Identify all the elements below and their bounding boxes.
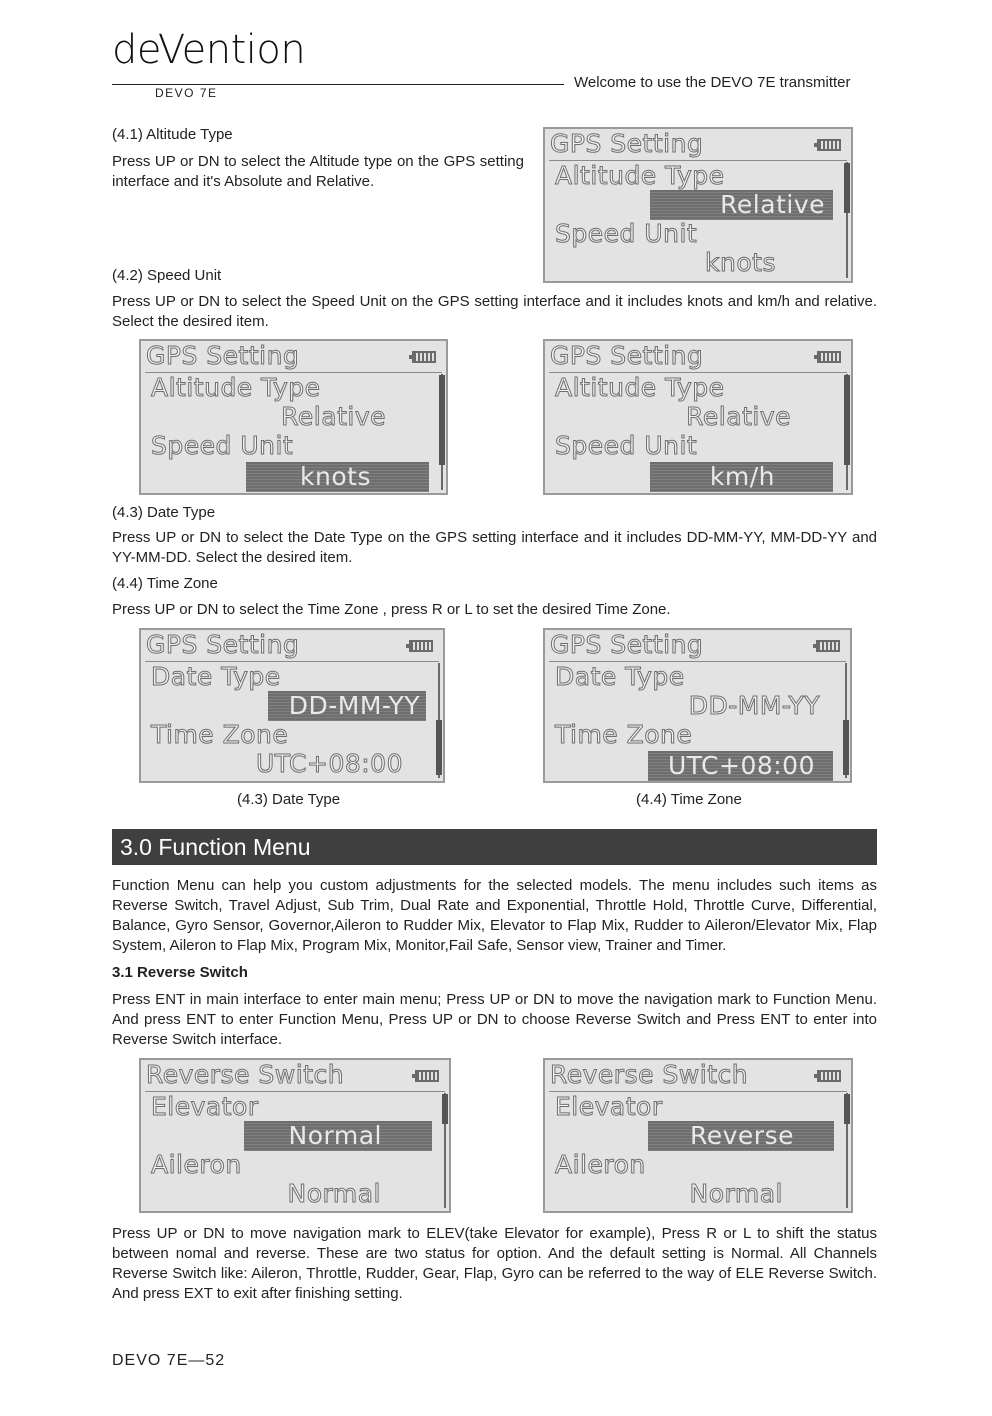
date-type-heading: (4.3) Date Type: [112, 504, 216, 521]
lcd-gps-date-type: GPS Setting Date Type DD-MM-YY Time Zone UTC+08:00: [139, 628, 445, 783]
lcd-altitude-label: Altitude Type: [555, 161, 725, 190]
speed-unit-heading: (4.2) Speed Unit: [112, 267, 222, 284]
battery-icon: [817, 351, 841, 363]
scroll-thumb: [436, 720, 442, 775]
lcd-selected-value: Reverse: [648, 1121, 834, 1151]
reverse-switch-text-2: Press UP or DN to move navigation mark to ELEV(take Elevator for example), Press R or L to shift the status between nomal and reverse. These are two status for option. And the default setting is Normal. All Channels Reverse Switch like: Aileron, Throttle, Rudder, Gear, Flap, Gyro can be referred to the way of ELE Reverse Switch. And press EXT to exit after finishing setting.: [112, 1225, 877, 1302]
header-welcome: Welcome to use the DEVO 7E transmitter: [574, 74, 851, 91]
lcd-selected-value: knots: [246, 462, 429, 492]
lcd-selected-value: Normal: [244, 1121, 432, 1151]
battery-icon: [409, 640, 433, 652]
lcd-gps-speed-knots: GPS Setting Altitude Type Relative Speed Unit knots: [139, 339, 448, 495]
page-footer: DEVO 7E—52: [112, 1352, 226, 1369]
header-rule: [112, 84, 564, 85]
lcd-reverse-reverse: Reverse Switch Elevator Reverse Aileron Normal: [543, 1058, 853, 1213]
lcd-reverse-normal: Reverse Switch Elevator Normal Aileron Normal: [139, 1058, 451, 1213]
caption-time-zone: (4.4) Time Zone: [636, 791, 742, 808]
lcd-title: GPS Setting: [550, 129, 704, 158]
section-title: 3.0 Function Menu: [120, 834, 311, 860]
scroll-thumb: [843, 720, 849, 775]
speed-unit-text: Press UP or DN to select the Speed Unit on the GPS setting interface and it includes knots and km/h and relative. Select the desired item.: [112, 293, 877, 330]
altitude-type-heading: (4.1) Altitude Type: [112, 126, 233, 143]
brand-logo: deVention: [112, 27, 306, 73]
battery-icon: [816, 640, 840, 652]
caption-date-type: (4.3) Date Type: [237, 791, 341, 808]
scroll-thumb: [439, 375, 445, 465]
lcd-gps-time-zone: GPS Setting Date Type DD-MM-YY Time Zone UTC+08:00: [543, 628, 852, 783]
reverse-switch-heading: 3.1 Reverse Switch: [112, 964, 248, 981]
brand-model: DEVO 7E: [155, 86, 218, 100]
lcd-gps-altitude-relative: [543, 127, 853, 283]
lcd-selected-value: Relative: [650, 190, 833, 220]
lcd-gps-speed-kmh: GPS Setting Altitude Type Relative Speed Unit km/h: [543, 339, 853, 495]
battery-icon: [415, 1070, 439, 1082]
scroll-thumb: [844, 163, 850, 213]
scroll-thumb: [442, 1094, 448, 1124]
scroll-thumb: [844, 375, 850, 465]
altitude-type-text: Press UP or DN to select the Altitude type on the GPS setting interface and it's Absolute and Relative.: [112, 153, 524, 190]
lcd-selected-value: UTC+08:00: [648, 751, 833, 781]
section-header-bar: [112, 829, 877, 865]
scroll-thumb: [844, 1094, 850, 1124]
function-menu-text: Function Menu can help you custom adjustments for the selected models. The menu includes such items as Reverse Switch, Travel Adjust, Sub Trim, Dual Rate and Exponential, Throttle Hold, Throttle Curve, Differential, Balance, Gyro Sensor, Governor,Aileron to Rudder Mix, Elevator to Flap Mix, Rudder to Aileron/Elevator Mix, Flap System, Aileron to Flap Mix, Program Mix, Monitor,Fail Safe, Sensor view, Trainer and Timer.: [112, 877, 877, 954]
time-zone-text: Press UP or DN to select the Time Zone , press R or L to set the desired Time Zone.: [112, 601, 671, 618]
battery-icon: [817, 139, 841, 151]
lcd-selected-value: km/h: [650, 462, 833, 492]
battery-icon: [817, 1070, 841, 1082]
lcd-selected-value: DD-MM-YY: [268, 691, 426, 721]
date-type-text: Press UP or DN to select the Date Type on the GPS setting interface and it includes DD-MM-YY, MM-DD-YY and YY-MM-DD. Select the desired item.: [112, 529, 877, 566]
time-zone-heading: (4.4) Time Zone: [112, 575, 218, 592]
lcd-speed-value: knots: [705, 248, 776, 277]
reverse-switch-text: Press ENT in main interface to enter main menu; Press UP or DN to move the navigation mark to Function Menu. And press ENT to enter Function Menu, Press UP or DN to choose Reverse Switch and Press ENT to enter into Reverse Switch interface.: [112, 991, 877, 1048]
battery-icon: [412, 351, 436, 363]
lcd-speed-label: Speed Unit: [555, 219, 698, 248]
